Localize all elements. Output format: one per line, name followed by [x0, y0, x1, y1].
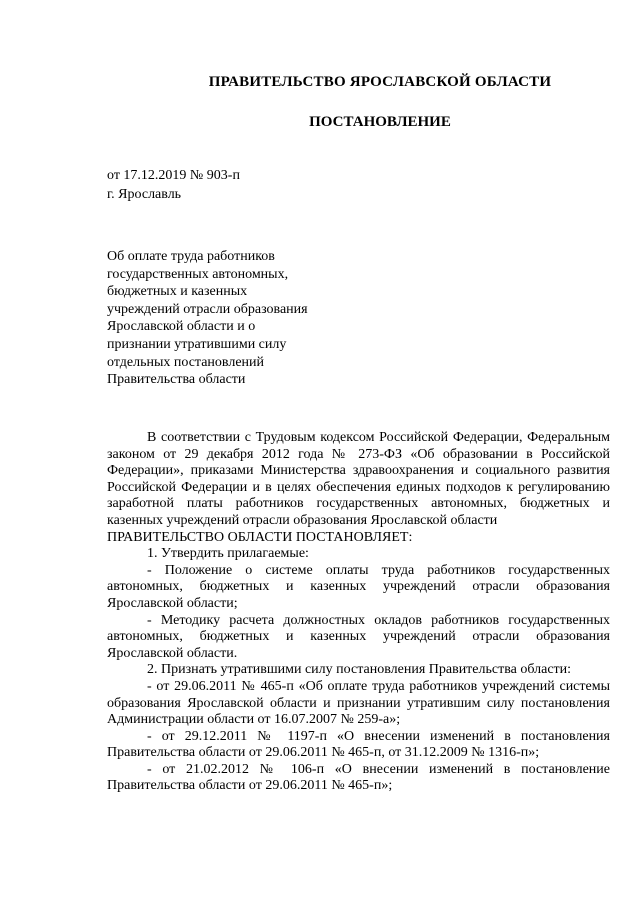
- document-subject: [107, 248, 347, 389]
- subject-line: Правительства области: [107, 372, 246, 388]
- item-1: 1. Утвердить прилагаемые:: [147, 546, 309, 562]
- subject-line: отдельных постановлений: [107, 354, 265, 370]
- item-2b: - от 29.12.2011 № 1197-п «О внесении изменений в постановления Правительства области от 29.06.2011 № 465-п, от 31.12.2009 № 1316-п»;: [107, 728, 610, 761]
- item-2a: - от 29.06.2011 № 465-п «Об оплате труда работников учреждений системы образования Ярославской области и признании утратившим силу постановления Администрации области от 16.07.2007 № 259-а»;: [107, 678, 610, 728]
- subject-line: государственных автономных,: [107, 266, 289, 282]
- item-1b: - Методику расчета должностных окладов работников государственных автономных, бюджетных и казенных учреждений отрасли образования Ярославской области.: [107, 612, 610, 661]
- item-1a: - Положение о системе оплаты труда работников государственных автономных, бюджетных и казенных учреждений отрасли образования Ярославской области;: [107, 562, 610, 611]
- subject-line: Об оплате труда работников: [107, 249, 275, 264]
- document-body: [107, 430, 610, 795]
- document-meta: [107, 166, 240, 204]
- date-number: от 17.12.2019 № 903-п: [107, 168, 240, 183]
- subject-line: учреждений отрасли образования: [107, 301, 308, 317]
- item-2c: - от 21.02.2012 № 106-п «О внесении изменений в постановление Правительства области от 29.06.2011 № 465-п»;: [107, 761, 610, 794]
- subject-line: признании утратившими силу: [107, 336, 287, 352]
- item-2: 2. Признать утратившими силу постановления Правительства области:: [147, 662, 572, 678]
- subject-line: Ярославской области и о: [107, 319, 256, 335]
- resolution-heading: ПРАВИТЕЛЬСТВО ОБЛАСТИ ПОСТАНОВЛЯЕТ:: [107, 529, 413, 545]
- preamble-paragraph: В соответствии с Трудовым кодексом Российской Федерации, Федеральным законом от 29 декабря 2012 года № 273-ФЗ «Об образовании в Российской Федерации», приказами Министерства здравоохранения и социального развития Российской Федерации и в целях обеспечения единых подходов к регулированию заработной платы работников государственных автономных, бюджетных и казенных учреждений отрасли образования Ярославской области: [107, 430, 610, 528]
- organization-heading: ПРАВИТЕЛЬСТВО ЯРОСЛАВСКОЙ ОБЛАСТИ: [208, 74, 552, 90]
- document-kind-heading: ПОСТАНОВЛЕНИЕ: [309, 114, 451, 130]
- city: г. Ярославль: [107, 187, 182, 202]
- subject-line: бюджетных и казенных: [107, 284, 248, 300]
